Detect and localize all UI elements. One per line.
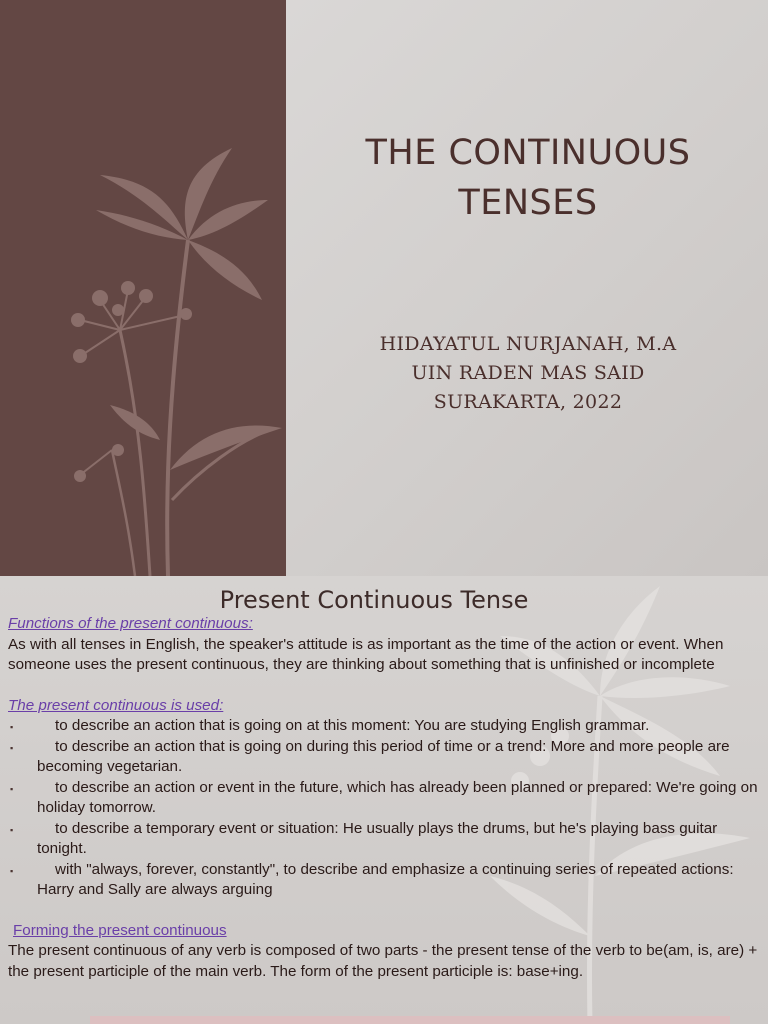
bullet-text: to describe a temporary event or situation: He usually plays the drums, but he's playing bass guitar tonight. (37, 819, 718, 857)
author-block (300, 330, 756, 417)
bullet-square-icon: ▪ (10, 742, 14, 753)
bullet-text: to describe an action that is going on at this moment: You are studying English grammar. (55, 717, 650, 734)
bullet-text: to describe an action that is going on during this period of time or a trend: More and more people are becoming vegetarian. (37, 737, 730, 775)
author-place-year: SURAKARTA, 2022 (433, 391, 623, 413)
author-name: HIDAYATUL NURJANAH, M.A (379, 333, 677, 355)
bullet-text: to describe an action or event in the future, which has already been planned or prepared: We're going on holiday tomorrow. (37, 778, 758, 816)
list-item (8, 819, 760, 860)
title-line-1: THE CONTINUOUS (365, 133, 691, 173)
bullet-square-icon: ▪ (10, 824, 14, 835)
list-item (8, 737, 760, 778)
list-item (8, 860, 760, 901)
slide-title (300, 128, 756, 228)
usage-heading: The present continuous is used: (8, 696, 224, 714)
bullet-square-icon: ▪ (10, 783, 14, 794)
functions-paragraph: As with all tenses in English, the speaker's attitude is as important as the time of the action or event. When someone uses the present continuous, they are thinking about something that is unfinished or incomplete (8, 635, 724, 673)
functions-heading: Functions of the present continuous: (8, 615, 253, 632)
content-body (8, 614, 760, 982)
author-institution: UIN RADEN MAS SAID (411, 362, 645, 384)
list-item (8, 778, 760, 819)
forming-heading: Forming the present continuous (13, 921, 227, 939)
bullet-square-icon: ▪ (10, 865, 14, 876)
content-slide (0, 576, 768, 1024)
plant-illustration-icon (0, 0, 286, 576)
bullet-text: with "always, forever, constantly", to describe and emphasize a continuing series of repeated actions: Harry and Sally are always arguing (37, 860, 734, 898)
title-line-2: TENSES (458, 183, 598, 223)
content-slide-title: Present Continuous Tense (219, 586, 529, 614)
bullet-square-icon: ▪ (10, 722, 14, 732)
list-item (8, 716, 760, 737)
highlight-strip (90, 1016, 730, 1024)
forming-paragraph: The present continuous of any verb is composed of two parts - the present tense of the verb to be(am, is, are) + the present participle of the main verb. The form of the present participle is: base+ing. (8, 942, 758, 980)
brown-side-panel (0, 0, 286, 576)
